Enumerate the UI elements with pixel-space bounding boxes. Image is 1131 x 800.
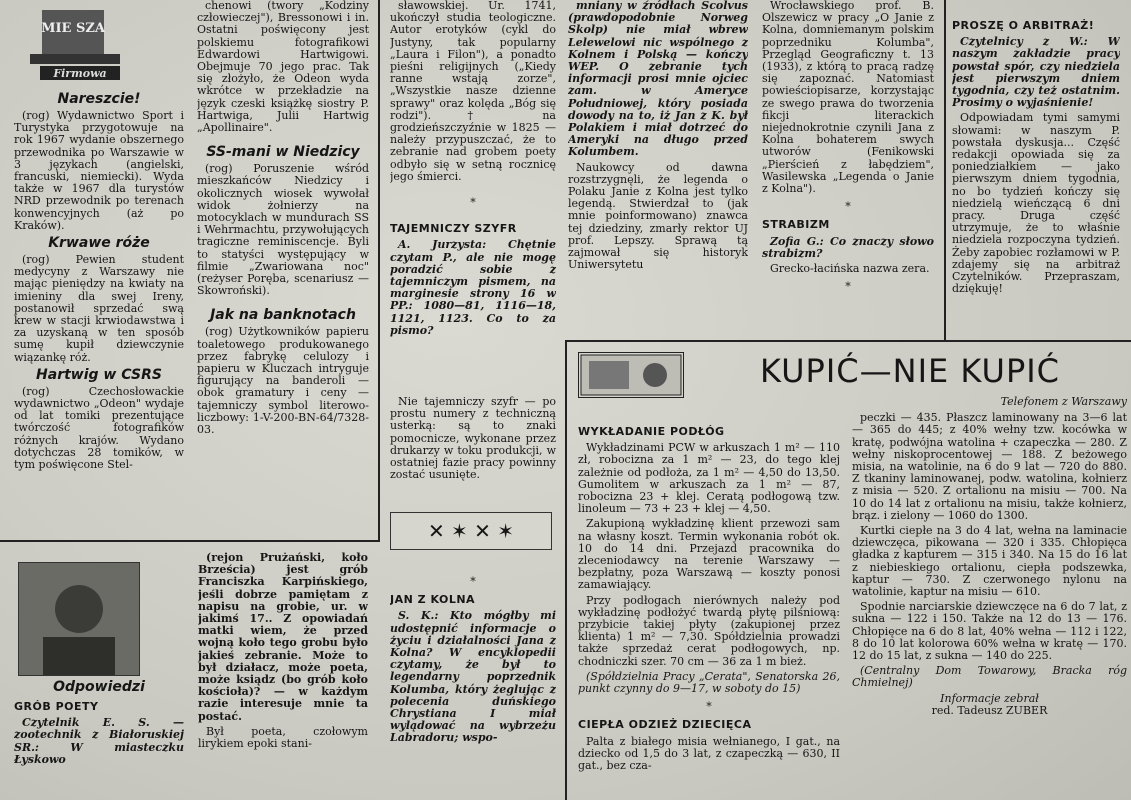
article-text: Kurtki ciepłe na 3 do 4 lat, wełna na laminacie dziewczęca, pikowana — 320 i 335. Chłopięca gładka z kapturem — 315 i 340. Na 15 do 16 lat z niebieskiego ortalionu, ciepła podszewka, kaptur — 730. Z czerwonego nylonu na watolinie, kaptur na misiu — 610. bbox=[852, 524, 1127, 599]
column-6 bbox=[952, 14, 1120, 338]
article-text: (rog) Pewien student medycyny z Warszawy nie mając pieniędzy na kwiaty na imieniny dla swej Ireny, postanowił sprzedać swą krew w stacji krwiodawstwa i za uzyskaną w ten sposób sumę kupił dziewczynie wiązankę róż. bbox=[14, 253, 184, 364]
column-4 bbox=[568, 0, 748, 338]
reader-question: Zofia G.: Co znaczy słowo strabizm? bbox=[762, 234, 934, 260]
article-text: sławowskiej. Ur. 1741, ukończył studia teologiczne. Autor erotyków (cykl do Justyny, tak popularny „Laura i Filon"), a ponadto pieśni religijnych („Kiedy ranne wstają zorze", „Wszystkie nasze dzienne sprawy" oraz kolęda „Bóg się rodzi"). † na grodzieńszczyźnie w 1825 — należy przypuszczać, że to zebranie nad grobem poety odbyło się w setną rocznicę jego śmierci. bbox=[390, 0, 556, 183]
reader-question: S. K.: Kto mógłby mi udostępnić informacje o życiu i działalności Jana z Kolna? W encyklopedii czytamy, że był to legendarny poprzednik Kolumba, który żeglując z polecenia duńskiego Chrystiana I miał wylądować na wybrzeżu Labradoru; wspo- bbox=[390, 609, 556, 745]
section-title-kupic: KUPIĆ—NIE KUPIĆ bbox=[760, 352, 1061, 390]
reader-question: Czytelnicy z W.: W naszym zakładzie pracy powstał spór, czy niedziela jest pierwszym dniem tygodnia, czy też ostatnim. Prosimy o wyjaśnienie! bbox=[952, 35, 1120, 110]
article-text: Palta z białego misia wełnianego, I gat., na dziecko od 1,5 do 3 lat, z czapeczką — 630, II gat., bez cza- bbox=[578, 734, 840, 773]
address-note: (Spółdzielnia Pracy „Cerata", Senatorska 26, punkt czynny do 9—17, w soboty do 15) bbox=[578, 669, 840, 696]
separator-star: * bbox=[845, 280, 851, 294]
box-border bbox=[565, 340, 567, 800]
headline-banknoty: Jak na banknotach bbox=[210, 307, 356, 324]
article-text: Grecko-łacińska nazwa zera. bbox=[770, 262, 930, 276]
address-note: (Centralny Dom Towarowy, Bracka róg Chmielnej) bbox=[852, 664, 1127, 690]
section-caption: JAN Z KOLNA bbox=[390, 593, 476, 607]
section-caption: PROSZĘ O ARBITRAŻ! bbox=[952, 19, 1095, 32]
signature-line-1: Informacje zebrał bbox=[940, 691, 1039, 705]
column-1 bbox=[14, 88, 184, 530]
separator-star: * bbox=[470, 196, 476, 210]
svg-text:Firmowa: Firmowa bbox=[53, 67, 107, 80]
separator-star: * bbox=[845, 200, 851, 214]
article-text: Nie tajemniczy szyfr — po prostu numery z techniczną usterką: są to znaki pomocnicze, wykonane przez drukarzy w toku produkcji, w ostatniej fazie pracy powinny zostać usunięte. bbox=[390, 395, 556, 482]
column-5 bbox=[762, 0, 934, 338]
headline-nareszcie: Nareszcie! bbox=[57, 91, 141, 107]
column-2 bbox=[197, 0, 369, 530]
bottom-column-4 bbox=[578, 420, 840, 800]
article-text: Spodnie narciarskie dziewczęce na 6 do 7 lat, z sukna — 122 i 150. Także na 12 do 13 — 176. Chłopięce na 6 do 8 lat, 40% wełna — 112 i 122, 8 do 10 lat kolorowa 60% wełna w kratę — 170. 12 do 15 lat, z sukna — 140 do 225. bbox=[852, 600, 1127, 663]
article-text: Przy podłogach nierównych należy pod wykładzinę podłożyć twardą płytę pilśniową: przybicie takiej płyty (zakupionej przez klienta) 1 m² — 7,30. Spółdzielnia prowadzi także sprzedaż cerat podłogowych, np. chodniczki szer. 70 cm — 36 za 1 m bież. bbox=[578, 593, 840, 668]
reader-question-cont: (rejon Prużański, koło Brześcia) jest grób Franciszka Karpińskiego, jeśli dobrze pamiętam z napisu na grobie, ur. w jakimś 17.. Z opowiadań matki wiem, że przed wojną koło tego grobu było jakieś zebranie. Może to był działacz, może poeta, może ksiądz (bo grób koło kościoła)? — w każdym razie interesuje mnie ta postać. bbox=[198, 552, 368, 723]
headline-ss-mani: SS-mani w Niedzicy bbox=[206, 144, 360, 161]
column-divider bbox=[944, 0, 946, 340]
cipher-symbols: ✕ ✶ ✕ ✶ bbox=[427, 519, 515, 543]
bottom-column-3 bbox=[390, 570, 556, 800]
portrait-photo bbox=[18, 562, 140, 676]
article-text: Wykładzinami PCW w arkuszach 1 m² — 110 zł, robocizna za 1 m² — 23, do tego klej zależnie od podłoża, za 1 m² — 4,50 do 13,50. Gumolitem w arkuszach za 1 m² — 87, robocizna 23 + klej. Ceratą podłogową tzw. linoleum — 73 + 23 + klej — 4,50. bbox=[578, 441, 840, 516]
separator-star: * bbox=[706, 700, 712, 714]
section-caption: GRÓB POETY bbox=[14, 700, 99, 713]
bottom-column-2 bbox=[198, 552, 368, 800]
article-text: Odpowiadam tymi samymi słowami: w naszym P. powstała dyskusja... Część redakcji opowiada się za poniedziałkiem — jako pierwszym dniem tygodnia, no bo tydzień kończy się niedzielą wieńczącą 6 dni pracy. Druga część utrzymuje, że to właśnie niedziela rozpoczyna tydzień. Żeby zapobiec rozłamowi w P. zdajemy się na arbitraż Czytelników. Przepraszam, dziękuję! bbox=[952, 111, 1120, 296]
headline-hartwig: Hartwig w CSRS bbox=[36, 366, 162, 383]
section-caption: CIEPŁA ODZIEŻ DZIECIĘCA bbox=[578, 718, 752, 732]
separator-star: * bbox=[470, 575, 476, 588]
article-text: Wrocławskiego prof. B. Olszewicz w pracy „O Janie z Kolna, domniemanym polskim poprzedniku Kolumba", Przegląd Geograficzny t. 13 (1933), z którą to pracą radzę się zapoznać. Natomiast powieściopisarze, korzystając ze swego prawa do tworzenia fikcji literackich niejednokrotnie czynili Jana z Kolna bohaterem swych utworów (Fenikowski „Pierścień z łabędziem", Wasilewska „Legenda o Janie z Kolna"). bbox=[762, 0, 934, 196]
article-text: Zakupioną wykładzinę klient przewozi sam na własny koszt. Termin wykonania robót ok. 10 do 14 dni. Przejazd pracownika do zleceniodawcy na terenie Warszawy — bezpłatny, poza Warszawą — koszty ponosi zamawiający. bbox=[578, 517, 840, 592]
article-text: (rog) Poruszenie wśród mieszkańców Niedzicy i okolicznych wiosek wywołał widok żołnierzy na motocyklach w mundurach SS i Wehrmachtu, przywołujących tragiczne reminiscencje. Byli to statyści występujący w filmie „Zwariowana noc" (reżyser Poręba, scenariusz — Skowroński). bbox=[197, 162, 369, 298]
section-caption: WYKŁADANIE PODŁÓG bbox=[578, 425, 725, 438]
article-text: (rog) Czechosłowackie wydawnictwo „Odeon" wydaje od lat tomiki prezentujące twórczość fotografików różnych krajów. Wydano dotychczas 28 tomików, w tym poświęcone Stel- bbox=[14, 384, 184, 472]
article-text: (rog) Wydawnictwo Sport i Turystyka przygotowuje na rok 1967 wydanie obszernego przewodnika po Warszawie w 3 językach (angielski, francuski, niemiecki). Wyda także w 1967 dla turystów NRD przewodnik po terenach konwencyjnych (aż po Kraków). bbox=[14, 109, 184, 232]
article-text: peczki — 435. Płaszcz laminowany na 3—6 lat — 365 do 445; z 40% wełny tzw. kocówka w kratę, podwójna watolina + czapeczka — 280. Z wełny niskoprocentowej — 188. Z beżowego misia, na watolinie, na 6 do 9 lat — 720 do 880. Z tkaniny laminowanej, podw. watolina, kołnierz z misia — 520. Z ortalionu na misiu — 700. Na 10 do 14 lat z ortalionu na misiu, także kołnierz, brąz. i zielony — 1060 do 1300. bbox=[852, 411, 1127, 522]
hat-logo-icon bbox=[22, 8, 132, 83]
bottom-column-1 bbox=[14, 676, 184, 800]
signature-line-2: red. Tadeusz ZUBER bbox=[931, 703, 1048, 717]
article-text: Był poeta, czołowym lirykiem epoki stani- bbox=[198, 724, 368, 751]
article-text: chenowi (twory „Kodziny człowieczej"), Bressonowi i in. Ostatni poświęcony jest polskiemu fotografikowi Edwardowi Hartwigowi. Obejmuje 70 jego prac. Tak się złożyło, że Odeon wyda wkrótce w przekładzie na język czeski książkę siostry P. Hartwiga, Julii Hartwig „Apollinaire". bbox=[197, 0, 369, 135]
headline-krwawe-roze: Krwawe róże bbox=[48, 235, 150, 252]
portrait-icon bbox=[19, 563, 139, 675]
reader-question: A. Jurzysta: Chętnie czytam P., ale nie mogę poradzić sobie z tajemniczym pismem, na marginesie strony 16 w PP.: 1080—81, 1116—18, 1121, 1123. Co to za pismo? bbox=[390, 238, 556, 337]
section-caption: TAJEMNICZY SZYFR bbox=[390, 222, 517, 236]
box-border bbox=[0, 540, 380, 542]
box-border bbox=[565, 340, 1131, 342]
svg-text:MIE SZA: MIE SZA bbox=[41, 21, 105, 36]
article-text: Naukowcy od dawna rozstrzygnęli, że legenda o Polaku Janie z Kolna jest tylko legendą. Stwierdzał to (jak mnie poinformowano) znawca tej dziedziny, zmarły rektor UJ prof. Lepszy. Sprawą tą zajmował się historyk Uniwersytetu bbox=[568, 160, 748, 272]
section-caption: STRABIZM bbox=[762, 218, 830, 232]
headline-odpowiedzi: Odpowiedzi bbox=[53, 679, 145, 695]
cipher-stamp bbox=[390, 512, 552, 550]
reader-question: Czytelnik E. S. — zootechnik z Białoruskiej SR.: W miasteczku Łyskowo bbox=[14, 716, 184, 766]
byline: Telefonem z Warszawy bbox=[1000, 396, 1127, 408]
bottom-column-5 bbox=[852, 396, 1127, 800]
answer-text: mniany w źródłach Scolvus (prawdopodobnie Norweg Skolp) nie miał wbrew Lelewelowi nic wspólnego z Kolnem i Polską — kończy WEP. O zebranie tych informacji prosi mnie ojciec zam. w Ameryce Południowej, który posiada dowody na to, iż Jan z K. był Polakiem i miał dotrzeć do Ameryki na długo przed Kolumbem. bbox=[568, 0, 748, 159]
banknote-icon bbox=[578, 352, 684, 398]
column-3 bbox=[390, 0, 556, 580]
column-divider bbox=[378, 0, 380, 540]
article-text: (rog) Użytkowników papieru toaletowego produkowanego przez fabrykę celulozy i papieru w Kluczach intryguje figurujący na banderoli — obok gramatury i ceny — tajemniczy symbol literowo-liczbowy: 1-V-200-BN-64/7328-03. bbox=[197, 325, 369, 437]
